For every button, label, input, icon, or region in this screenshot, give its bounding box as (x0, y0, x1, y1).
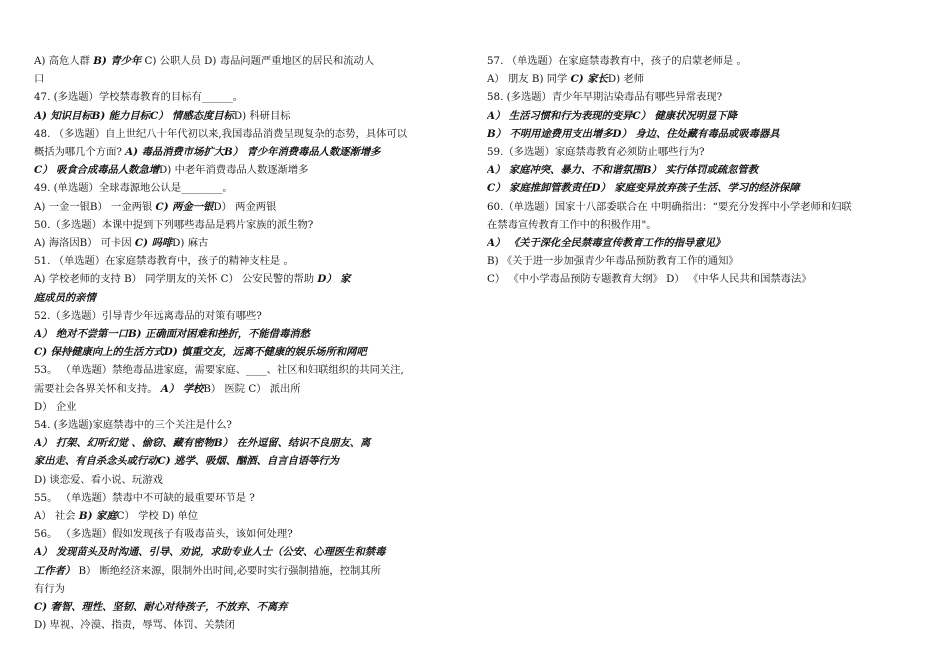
left-text-line (34, 580, 464, 598)
left-text-line (34, 125, 464, 143)
left-text-line (34, 543, 464, 561)
question-text: A) 一金一银B） 一金两银 (34, 200, 156, 213)
question-text: 49. (单选题）全球毒源地公认是________。 (34, 182, 233, 195)
left-text-line (34, 234, 464, 252)
left-text-line (34, 325, 464, 343)
question-text: 需要社会各界关怀和支持。 (34, 382, 161, 395)
left-text-line (34, 489, 464, 507)
right-text-line (487, 143, 902, 161)
question-text: 60.（单选题）国家十八部委联合在 中明确指出：“要充分发挥中小学老师和妇联 (487, 200, 852, 213)
answer-text: C） 家庭推卸管教责任D） 家庭变异放弃孩子生活、学习的经济保障 (487, 182, 800, 195)
question-text: C） 《中小学毒品预防专题教育大纲》 D） 《中华人民共和国禁毒法》 (487, 273, 812, 286)
right-text-line (487, 125, 902, 143)
question-text: 在禁毒宣传教育工作中的积极作用"。 (487, 218, 657, 231)
question-text: A） 朋友 B) 同学 (487, 73, 571, 86)
left-text-line (34, 70, 464, 88)
question-text: D) 麻古 (172, 237, 209, 250)
right-text-line (487, 52, 902, 70)
right-text-line (487, 252, 902, 270)
answer-text: C） 吸食合成毒品人数急增 (34, 164, 160, 177)
right-text-line (487, 70, 902, 88)
left-text-line (34, 289, 464, 307)
left-text-line (34, 343, 464, 361)
left-text-line (34, 398, 464, 416)
question-text: C) 公职人员 D) 毒品问题严重地区的居民和流动人 (141, 55, 375, 67)
right-text-line (487, 179, 902, 197)
left-text-line (34, 161, 464, 179)
left-column (34, 52, 464, 635)
left-text-line (34, 598, 464, 616)
question-text: 有行为 (34, 582, 65, 595)
right-text-line (487, 107, 902, 125)
question-text: D) 谈恋爱、看小说、玩游戏 (34, 473, 163, 486)
right-text-line (487, 161, 902, 179)
question-text: D) 科研目标 (233, 109, 291, 122)
right-text-line (487, 88, 902, 106)
answer-text: 工作者） (34, 564, 76, 577)
left-text-line (34, 88, 464, 106)
question-text: 52.（多选题）引导青少年远离毒品的对策有哪些? (34, 309, 262, 322)
answer-text: A） 打架、幻听幻觉 、偷窃、藏有密物B） 在外逗留、结识不良朋友、离 (34, 437, 371, 450)
answer-text: B） 不明用途费用支出增多D） 身边、住处藏有毒品或吸毒器具 (487, 127, 780, 140)
left-text-line (34, 525, 464, 543)
question-text: 56。 （多选题）假如发现孩子有吸毒苗头，该如何处理? (34, 528, 293, 541)
right-text-line (487, 198, 902, 216)
left-text-line (34, 380, 464, 398)
answer-text: C) 奢智、理性、坚韧、耐心对待孩子，不放弃、不离弃 (34, 601, 288, 614)
left-text-line (34, 361, 464, 379)
left-text-line (34, 252, 464, 270)
question-text: 58. (多选题）青少年早期沾染毒品有哪些异常表现? (487, 91, 723, 104)
answer-text: A） 绝对不尝第一口B) 正确面对困难和挫折，不能借毒消愁 (34, 328, 310, 341)
left-text-line (34, 216, 464, 234)
question-text: A) 海洛因B） 可卡因 (34, 237, 135, 250)
left-text-line (34, 434, 464, 452)
right-text-line (487, 270, 902, 288)
left-text-line (34, 179, 464, 197)
answer-text: 家出走、有自杀念头或行动C) 逃学、吸烟、酗酒、自言自语等行为 (34, 455, 339, 468)
question-text: 53。 （单选题）禁绝毒品进家庭，需要家庭、____、社区和妇联组织的共同关注, (34, 364, 404, 377)
answer-text: A） 发现苗头及时沟通、引导、劝说，求助专业人士（公安、心理医生和禁毒 (34, 546, 386, 559)
question-text: D） 两金两银 (213, 200, 277, 213)
answer-text: C) 吗啡 (134, 237, 173, 250)
answer-text: D） 家 (317, 273, 351, 286)
answer-text: 庭成员的亲情 (34, 291, 96, 304)
question-text: 54. (多选题)家庭禁毒中的三个关注是什么? (34, 419, 232, 432)
question-text: B） 断绝经济来源，限制外出时间,必要时实行强制措施，控制其所 (75, 564, 381, 577)
answer-text: C) 家长 (570, 73, 608, 86)
left-text-line (34, 562, 464, 580)
left-text-line (34, 52, 464, 70)
answer-text: A) 知识目标B) 能力目标C） 情感态度目标 (34, 109, 234, 122)
question-text: C） 学校 D) 单位 (116, 510, 199, 523)
answer-text: A） 学校 (160, 382, 204, 395)
question-text: A) 学校老师的支持 B） 同学朋友的关怀 C） 公安民警的帮助 (34, 273, 318, 286)
question-text: A) 高危人群 (34, 55, 94, 67)
question-text: 口 (34, 73, 45, 86)
question-text: 48. （多选题）自上世纪八十年代初以来,我国毒品消费呈现复杂的态势，具体可以 (34, 127, 408, 140)
question-text: D) 老师 (607, 73, 644, 86)
question-text: 概括为哪几个方面? (34, 146, 126, 159)
answer-text: B) 家庭 (78, 510, 117, 523)
question-text: 55。 （单选题）禁毒中不可缺的最重要环节是 ? (34, 491, 255, 504)
answer-text: B) 青少年 (93, 55, 142, 67)
question-text: B) 《关于进一步加强青少年毒品预防教育工作的通知》 (487, 255, 739, 268)
left-text-line (34, 416, 464, 434)
left-text-line (34, 270, 464, 288)
left-text-line (34, 143, 464, 161)
answer-text: A) 毒品消费市场扩大B） 青少年消费毒品人数逐渐增多 (125, 146, 381, 159)
question-text: D） 企业 (34, 400, 77, 413)
right-text-line (487, 234, 902, 252)
left-text-line (34, 107, 464, 125)
left-text-line (34, 471, 464, 489)
question-text: 50.（多选题）本课中提到下列哪些毒品是鸦片家族的派生物? (34, 218, 314, 231)
left-text-line (34, 198, 464, 216)
question-text: D) 卑视、冷漠、指责，辱骂、体罚、关禁闭 (34, 619, 235, 632)
question-text: 47. (多选题）学校禁毒教育的目标有______。 (34, 91, 244, 104)
question-text: 59.（多选题）家庭禁毒教育必须防止哪些行为? (487, 146, 705, 159)
question-text: 57. （单选题）在家庭禁毒教育中，孩子的启蒙老师是 。 (487, 55, 747, 67)
left-text-line (34, 452, 464, 470)
right-text-line (487, 216, 902, 234)
question-text: B） 医院 C） 派出所 (203, 382, 301, 395)
question-text: D) 中老年消费毒品人数逐渐增多 (159, 164, 309, 177)
answer-text: A） 家庭冲突、暴力、不和谐氛围B） 实行体罚或疏忽管教 (487, 164, 758, 177)
question-text: 51. （单选题）在家庭禁毒教育中，孩子的精神支柱是 。 (34, 255, 294, 268)
left-text-line (34, 507, 464, 525)
answer-text: A） 生活习惯和行为表现的变异C） 健康状况明显下降 (487, 109, 737, 122)
answer-text: C) 保持健康向上的生活方式D) 慎重交友，远离不健康的娱乐场所和网吧 (34, 346, 367, 359)
left-text-line (34, 616, 464, 634)
question-text: A） 社会 (34, 510, 79, 523)
left-text-line (34, 307, 464, 325)
answer-text: A） 《关于深化全民禁毒宣传教育工作的指导意见》 (487, 237, 726, 250)
answer-text: C) 两金一银 (155, 200, 214, 213)
right-column (487, 52, 902, 289)
